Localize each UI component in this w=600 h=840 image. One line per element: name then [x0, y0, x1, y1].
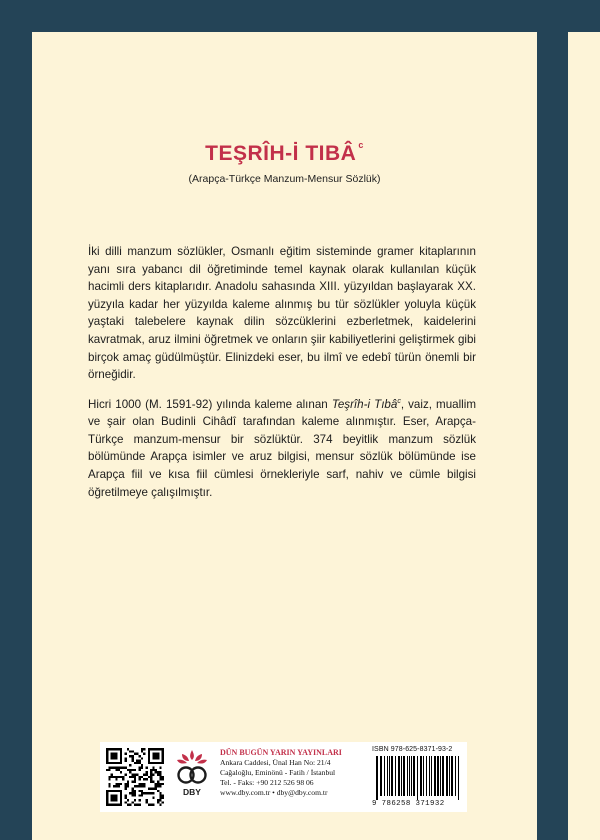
publisher-logo-icon: [174, 748, 210, 806]
publisher-info: [220, 748, 366, 798]
title-superscript: c: [358, 140, 364, 150]
publisher-address-1: Ankara Caddesi, Ünal Han No: 21/4: [220, 758, 331, 767]
book-subtitle: (Arapça-Türkçe Manzum-Mensur Sözlük): [188, 173, 381, 185]
adjacent-page-edge: [568, 32, 600, 840]
svg-text:DBY: DBY: [183, 787, 201, 797]
book-title-italic: Teşrîh-i Tıbâ$^c$: [331, 397, 401, 411]
blurb-paragraph-2: Hicri 1000 (M. 1591-92) yılında kaleme alınan Teşrîh-i Tıbâ$^c$, vaiz, muallim ve şair olan Budinli Cihâdî tarafından kaleme alınmıştır. Eser, Arapça-Türkçe manzum-mensur bir sözlüktür. 374 beyitlik manzum sözlük bölümünde Arapça isimler ve aruz bilgisi, mensur sözlük bölümünde ise Arapça fiil ve kısa fiil cümlesi örnekleriyle sarf, nahiv ve cümle bilgisi öğretilmeye çalışılmıştır.: [88, 397, 476, 499]
blurb: [88, 243, 476, 510]
publisher-address-2: Cağaloğlu, Eminönü - Fatih / İstanbul: [220, 768, 336, 777]
publisher-name: DÜN BUGÜN YARIN YAYINLARI: [220, 748, 342, 757]
isbn-barcode: [372, 746, 464, 808]
publisher-footer: [100, 742, 467, 812]
back-cover: [32, 32, 537, 840]
isbn-label: ISBN 978-625-8371-93-2: [372, 746, 453, 753]
barcode-number: 9 786258 371932: [372, 800, 445, 808]
barcode-icon: [372, 756, 464, 800]
book-title: TEŞRÎH-İ TIBÂ $^c$: [205, 140, 364, 165]
blurb-paragraph-1: İki dilli manzum sözlükler, Osmanlı eğitim sisteminde gramer kitaplarının yanı sıra yabancı dil öğretiminde temel kaynak olarak kullanılan küçük hacimli ders kitaplarıdır. Anadolu sahasında XIII. yüzyıldan başlayarak XX. yüzyıla kadar her yüzyılda kaleme alınmış bu tür sözlükler yoluyla küçük yaştaki talebelere kaynak dilin sözcüklerini ezberletmek, kaidelerini kavratmak, aruz ilmini öğretmek ve onların şiir kabiliyetlerini geliştirmek gibi birçok amaç güdülmüştür. Elinizdeki eser, bu ilmî ve edebî türün önemli bir örneğidir.: [88, 245, 476, 382]
publisher-web-email: www.dby.com.tr • dby@dby.com.tr: [220, 788, 328, 797]
publisher-phone: Tel. - Faks: +90 212 526 98 06: [220, 778, 314, 787]
qr-code-icon: [106, 748, 164, 806]
